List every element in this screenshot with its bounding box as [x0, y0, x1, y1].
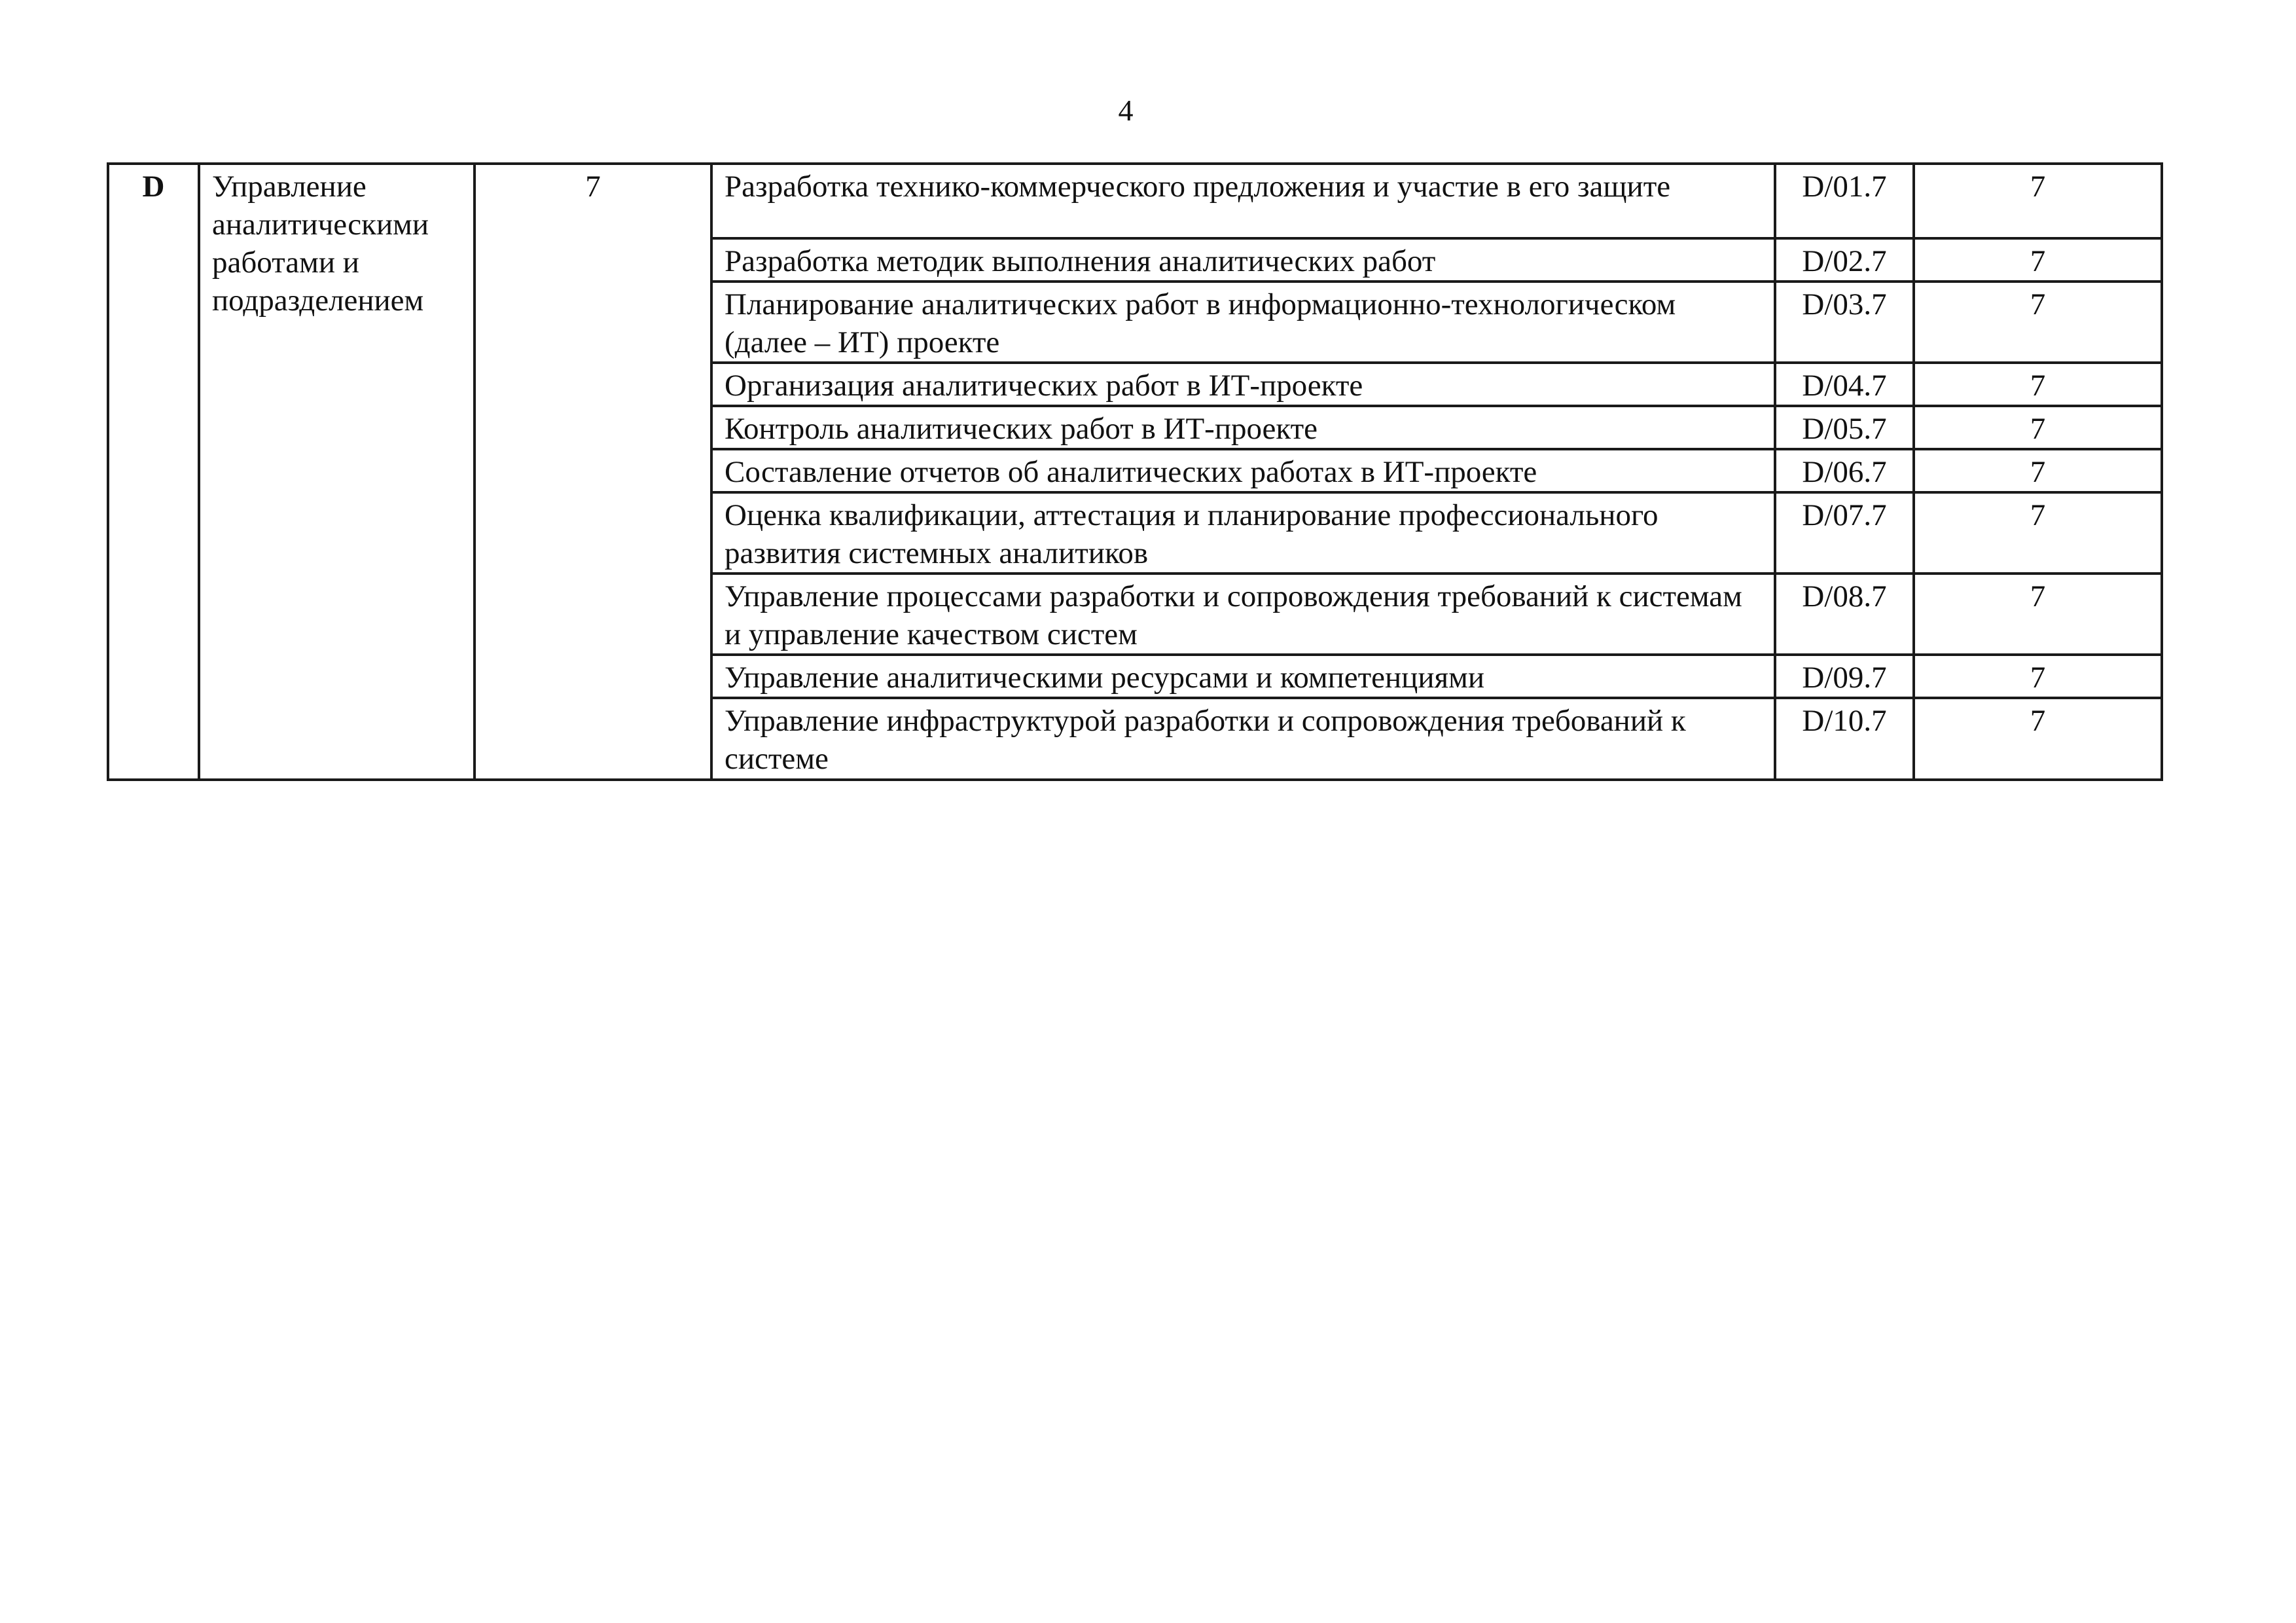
function-code-cell: D/10.7	[1775, 698, 1914, 780]
table-row	[108, 164, 2162, 238]
function-level-cell: 7	[1914, 698, 2162, 780]
function-level-cell: 7	[1914, 238, 2162, 282]
function-name-cell: Планирование аналитических работ в информационно-технологическом (далее – ИТ) проекте	[711, 282, 1775, 363]
function-name-cell: Составление отчетов об аналитических работах в ИТ-проекте	[711, 449, 1775, 492]
function-code-cell: D/01.7	[1775, 164, 1914, 238]
function-name-cell: Организация аналитических работ в ИТ-проекте	[711, 363, 1775, 406]
function-name-cell: Управление аналитическими ресурсами и компетенциями	[711, 655, 1775, 698]
function-code-cell: D/02.7	[1775, 238, 1914, 282]
function-level-cell: 7	[1914, 492, 2162, 574]
functions-table	[107, 162, 2163, 781]
function-code-cell: D/08.7	[1775, 574, 1914, 655]
function-level-cell: 7	[1914, 363, 2162, 406]
page-number: 4	[1118, 94, 1134, 127]
function-level-cell: 7	[1914, 574, 2162, 655]
functions-table-container	[107, 162, 2161, 776]
function-name-cell: Управление инфраструктурой разработки и сопровождения требований к системе	[711, 698, 1775, 780]
function-name-cell: Разработка технико-коммерческого предложения и участие в его защите	[711, 164, 1775, 238]
function-name-cell: Контроль аналитических работ в ИТ-проекте	[711, 406, 1775, 449]
group-name: Управление аналитическими работами и подразделением	[212, 170, 429, 318]
function-code-cell: D/06.7	[1775, 449, 1914, 492]
group-level-cell: 7	[475, 164, 711, 780]
function-code-cell: D/05.7	[1775, 406, 1914, 449]
function-name-cell: Разработка методик выполнения аналитических работ	[711, 238, 1775, 282]
group-code-cell: D	[108, 164, 199, 780]
function-level-cell: 7	[1914, 449, 2162, 492]
function-name-cell: Оценка квалификации, аттестация и планирование профессионального развития системных аналитиков	[711, 492, 1775, 574]
group-name-cell	[199, 164, 475, 780]
function-level-cell: 7	[1914, 282, 2162, 363]
function-name-cell: Управление процессами разработки и сопровождения требований к системам и управление качеством систем	[711, 574, 1775, 655]
function-level-cell: 7	[1914, 406, 2162, 449]
function-code-cell: D/03.7	[1775, 282, 1914, 363]
function-code-cell: D/09.7	[1775, 655, 1914, 698]
function-code-cell: D/04.7	[1775, 363, 1914, 406]
function-level-cell: 7	[1914, 164, 2162, 238]
function-level-cell: 7	[1914, 655, 2162, 698]
function-code-cell: D/07.7	[1775, 492, 1914, 574]
